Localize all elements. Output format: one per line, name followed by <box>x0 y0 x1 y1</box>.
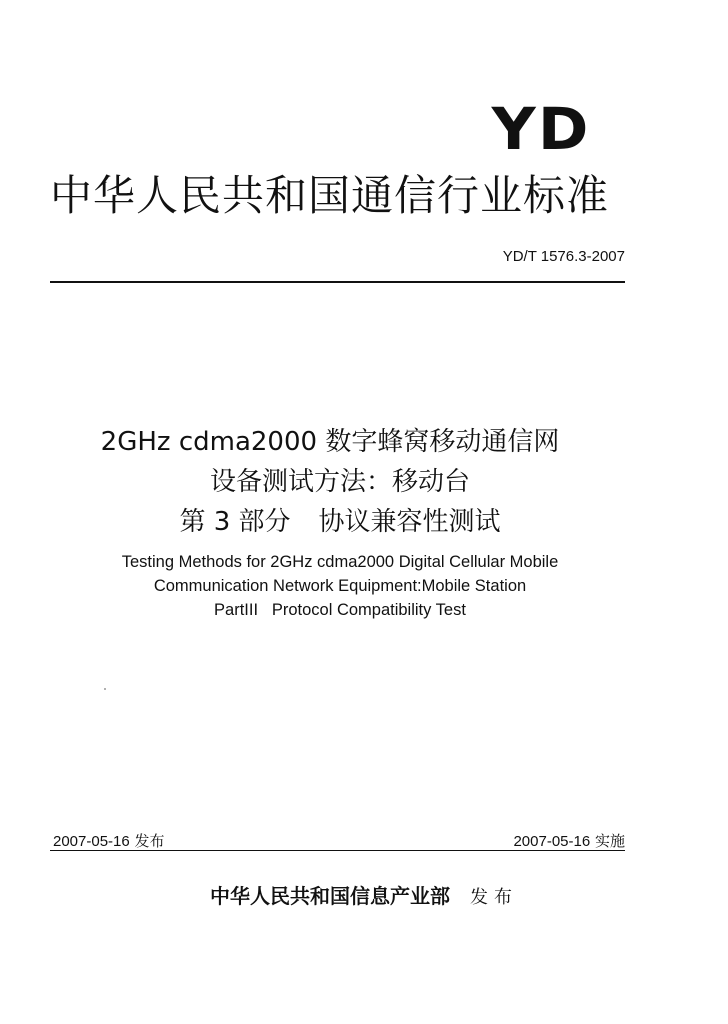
en-part-number: PartIII <box>214 601 259 619</box>
scan-speck <box>104 688 106 690</box>
en-title-line-2: Communication Network Equipment:Mobile Station <box>153 577 527 595</box>
implement-date-value: 2007-05-16 <box>513 833 591 850</box>
implement-date <box>513 830 625 851</box>
publish-date-value: 2007-05-16 <box>53 833 130 850</box>
standard-body-title: 中华人民共和国通信行业标准 <box>50 171 610 220</box>
footer-divider <box>50 850 625 851</box>
implement-date-label: 实施 <box>594 832 625 850</box>
en-part-subject: Protocol Compatibility Test <box>271 601 466 619</box>
en-title <box>50 550 630 622</box>
publish-date-label: 发布 <box>134 832 165 850</box>
cn-title-line-3 <box>50 502 630 542</box>
title-block <box>50 422 630 622</box>
en-title-line-3 <box>50 598 630 622</box>
issuer-name: 中华人民共和国信息产业部 <box>210 884 450 908</box>
yd-logo: YD <box>491 95 591 163</box>
standard-number: YD/T 1576.3-2007 <box>502 248 625 265</box>
en-title-line-1: Testing Methods for 2GHz cdma2000 Digital Cellular Mobile <box>121 553 559 571</box>
header-divider <box>50 281 625 283</box>
cn-part-subject: 协议兼容性测试 <box>318 507 501 537</box>
issuer-action: 发布 <box>470 887 518 908</box>
issuer <box>0 880 728 909</box>
publish-date <box>53 830 165 851</box>
cn-title-line-1: 2GHz cdma2000 数字蜂窝移动通信网 <box>100 427 560 457</box>
cn-part-number: 第 3 部分 <box>179 507 291 537</box>
cn-title-line-2: 设备测试方法：移动台 <box>209 467 470 497</box>
